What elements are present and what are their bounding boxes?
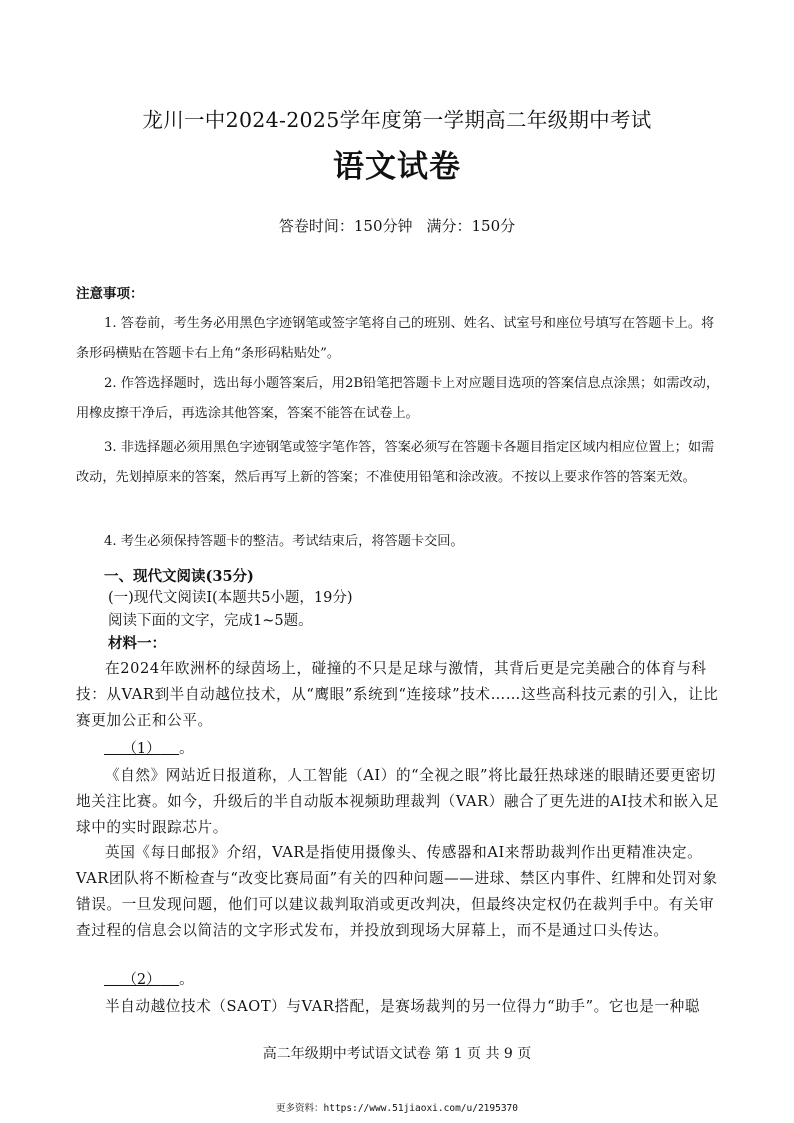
note-item-3: 3. 非选择题必须用黑色字迹钢笔或签字笔作答，答案必须写在答题卡各题目指定区域内相应位置上；如需改动，先划掉原来的答案，然后再写上新的答案；不准使用铅笔和涂改液。不按以上要求作答的答案无效。 <box>76 440 715 485</box>
fill-blank-1: （1） 。 <box>122 741 194 757</box>
subject-title: 语文试卷 <box>333 149 461 185</box>
page-footer: 高二年级期中考试语文试卷 第 1 页 共 9 页 <box>262 1046 532 1062</box>
note-item-2: 2. 作答选择题时，选出每小题答案后，用2B铅笔把答题卡上对应题目选项的答案信息点涂黑；如需改动，用橡皮擦干净后，再选涂其他答案，答案不能答在试卷上。 <box>76 376 720 421</box>
material-label: 材料一： <box>108 635 166 652</box>
reading-instruction: 阅读下面的文字，完成1~5题。 <box>108 613 313 629</box>
exam-time-info <box>0 215 794 236</box>
note-item-1: 1. 答卷前，考生务必用黑色字迹钢笔或签字笔将自己的班别、姓名、试室号和座位号填写在答题卡上。将条形码横贴在答题卡右上角“条形码粘贴处”。 <box>76 316 715 361</box>
notes-heading: 注意事项： <box>76 286 144 302</box>
passage-paragraph-1: 在2024年欧洲杯的绿茵场上，碰撞的不只是足球与激情，其背后更是完美融合的体育与科技：从VAR到半自动越位技术，从“鹰眼”系统到“连接球”技术……这些高科技元素的引入，让比赛更加公正和公平。 <box>76 660 719 729</box>
fill-blank-2: （2） 。 <box>122 972 194 988</box>
fill-blank-1-label: （1） <box>122 741 161 757</box>
full-score: 满分：150分 <box>426 217 516 235</box>
passage-paragraph-2: 《自然》网站近日报道称，人工智能（AI）的“全视之眼”将比最狂热球迷的眼睛还要更密切地关注比赛。如今，升级后的半自动版本视频助理裁判（VAR）融合了更先进的AI技术和嵌入足球中的实时跟踪芯片。 <box>76 767 719 836</box>
passage-paragraph-3: 英国《每日邮报》介绍，VAR是指使用摄像头、传感器和AI来帮助裁判作出更精准决定。VAR团队将不断检查与“改变比赛局面”有关的四种问题——进球、禁区内事件、红牌和处罚对象错误。一旦发现问题，他们可以建议裁判取消或更改判决，但最终决定权仍在裁判手中。有关审查过程的信息会以简洁的文字形式发布，并投放到现场大屏幕上，而不是通过口头传达。 <box>76 844 718 939</box>
source-link[interactable]: 更多资料：https://www.51jiaoxi.com/u/2195370 <box>276 1103 518 1114</box>
section-heading: 一、现代文阅读(35分) <box>104 568 254 585</box>
fill-blank-2-label: （2） <box>122 972 161 988</box>
exam-title: 龙川一中2024-2025学年度第一学期高二年级期中考试 <box>142 108 652 132</box>
exam-duration: 答卷时间：150分钟 <box>278 217 413 235</box>
subsection-heading: (一)现代文阅读Ⅰ(本题共5小题，19分) <box>108 590 353 606</box>
note-item-4: 4. 考生必须保持答题卡的整洁。考试结束后，将答题卡交回。 <box>104 534 464 549</box>
passage-paragraph-4: 半自动越位技术（SAOT）与VAR搭配，是赛场裁判的另一位得力“助手”。它也是一种聪 <box>105 998 701 1015</box>
